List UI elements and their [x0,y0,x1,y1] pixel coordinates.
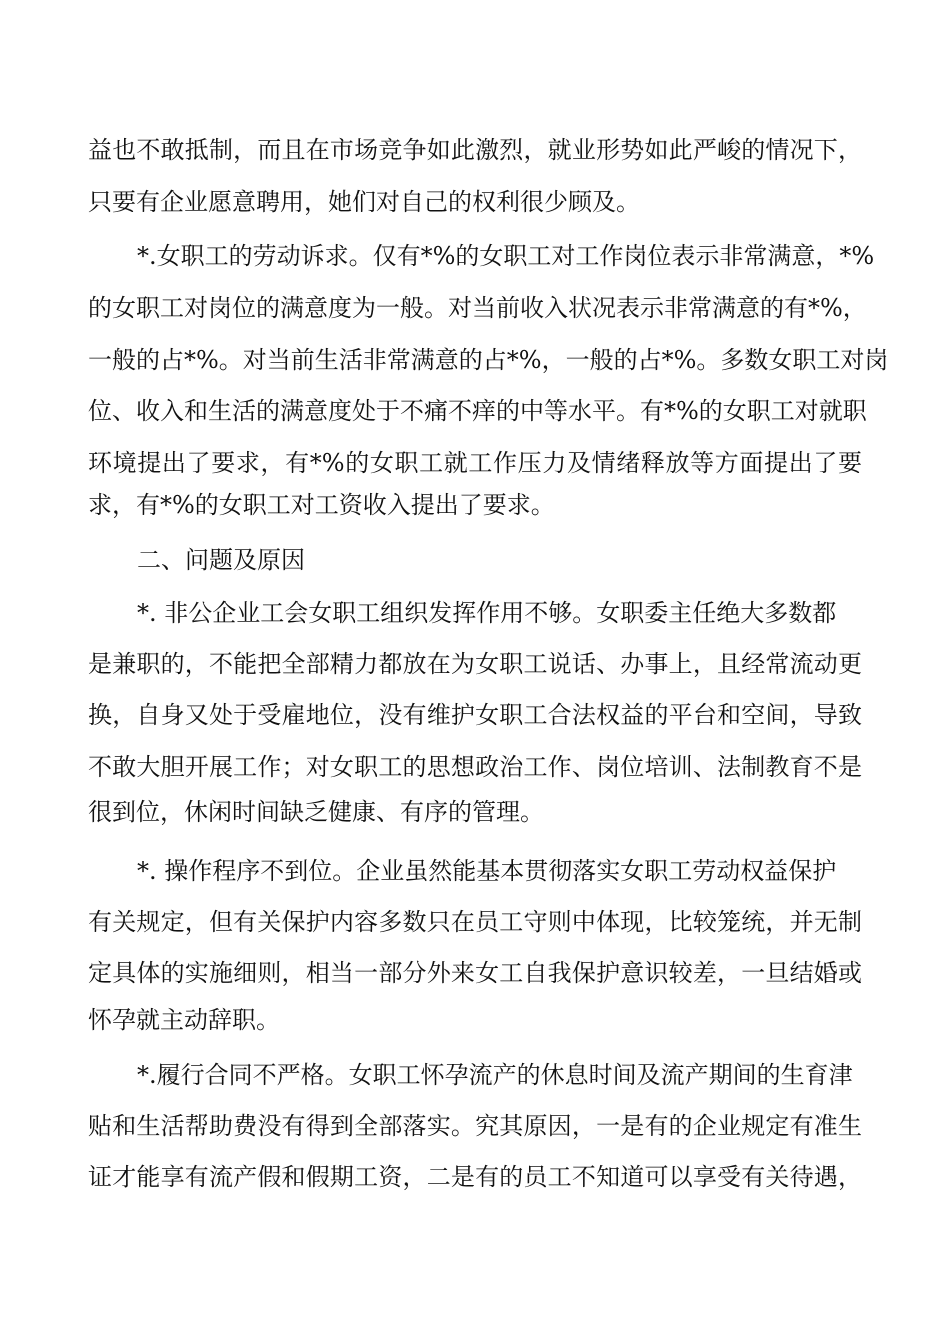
paragraph-line: 位、收入和生活的满意度处于不痛不痒的中等水平。有*%的女职工对就职 [88,397,867,425]
paragraph-line: 不敢大胆开展工作；对女职工的思想政治工作、岗位培训、法制教育不是 [88,753,862,781]
paragraph-line: 贴和生活帮助费没有得到全部落实。究其原因，一是有的企业规定有准生 [88,1112,862,1140]
section-heading: 二、问题及原因 [137,546,305,574]
paragraph-line: 证才能享有流产假和假期工资，二是有的员工不知道可以享受有关待遇， [88,1163,862,1191]
paragraph-line: 的女职工对岗位的满意度为一般。对当前收入状况表示非常满意的有*%， [88,294,867,322]
paragraph-line: 怀孕就主动辞职。 [88,1006,280,1034]
paragraph-line: 是兼职的，不能把全部精力都放在为女职工说话、办事上，且经常流动更 [88,650,862,678]
paragraph-line: *.履行合同不严格。女职工怀孕流产的休息时间及流产期间的生育津 [137,1061,853,1089]
paragraph-line: *. 非公企业工会女职工组织发挥作用不够。女职委主任绝大多数都 [137,599,837,627]
paragraph-line: 换，自身又处于受雇地位，没有维护女职工合法权益的平台和空间，导致 [88,701,862,729]
paragraph-line: 有关规定，但有关保护内容多数只在员工守则中体现，比较笼统，并无制 [88,908,862,936]
paragraph-line: *. 操作程序不到位。企业虽然能基本贯彻落实女职工劳动权益保护 [137,857,837,885]
paragraph-line: 环境提出了要求，有*%的女职工就工作压力及情绪释放等方面提出了要 [88,449,862,477]
paragraph-line: 一般的占*%。对当前生活非常满意的占*%，一般的占*%。多数女职工对岗 [88,346,889,374]
paragraph-line: 求，有*%的女职工对工资收入提出了要求。 [88,491,555,519]
paragraph-line: 只要有企业愿意聘用，她们对自己的权利很少顾及。 [88,188,640,216]
paragraph-line: 益也不敢抵制，而且在市场竞争如此激烈，就业形势如此严峻的情况下， [88,136,862,164]
paragraph-line: 很到位，休闲时间缺乏健康、有序的管理。 [88,798,544,826]
paragraph-line: *.女职工的劳动诉求。仅有*%的女职工对工作岗位表示非常满意，*% [137,242,875,270]
paragraph-line: 定具体的实施细则，相当一部分外来女工自我保护意识较差，一旦结婚或 [88,959,862,987]
